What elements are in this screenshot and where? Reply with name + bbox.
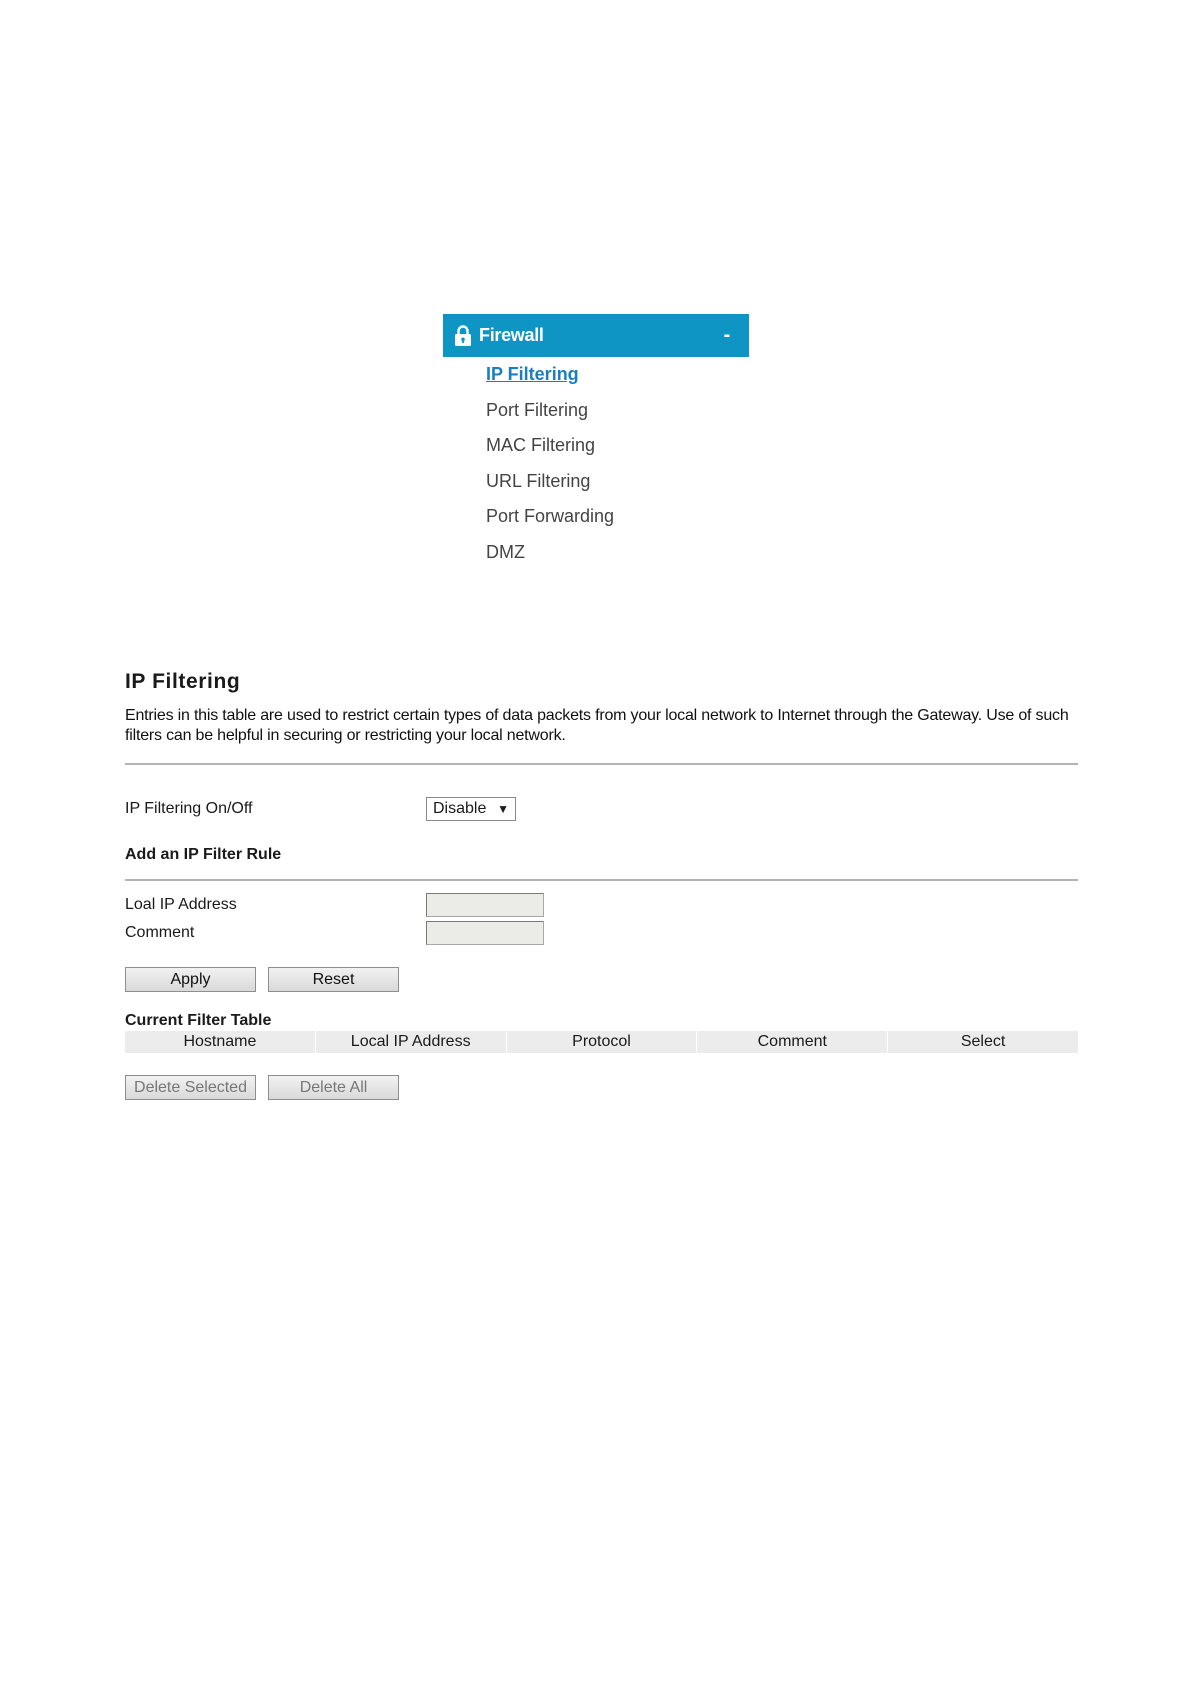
- delete-all-button[interactable]: Delete All: [268, 1075, 399, 1100]
- rule-buttons: [125, 967, 1078, 992]
- delete-selected-button[interactable]: Delete Selected: [125, 1075, 256, 1100]
- menu-item-port-forwarding[interactable]: Port Forwarding: [486, 506, 615, 526]
- menu-item-url-filtering[interactable]: URL Filtering: [486, 470, 591, 491]
- lock-icon: [454, 325, 472, 347]
- apply-button[interactable]: Apply: [125, 967, 256, 992]
- column-header-protocol: Protocol: [507, 1031, 698, 1053]
- page-description: Entries in this table are used to restrict certain types of data packets from your local network to Internet through the Gateway. Use of such filters can be helpful in securing or restricting your local network.: [125, 707, 1069, 744]
- column-header-select: Select: [960, 1033, 1006, 1050]
- local-ip-label: Loal IP Address: [125, 896, 237, 913]
- divider: [125, 763, 1078, 765]
- dropdown-arrow-icon: ▼: [497, 802, 509, 816]
- firewall-menu-title: Firewall: [479, 325, 544, 345]
- column-header-comment: Comment: [697, 1031, 888, 1053]
- menu-item-ip-filtering[interactable]: IP Filtering: [486, 364, 579, 384]
- ip-filtering-panel: [125, 668, 1078, 1100]
- menu-item-dmz[interactable]: DMZ: [486, 541, 525, 562]
- divider: [125, 879, 1078, 881]
- table-buttons: [125, 1075, 1078, 1100]
- toggle-label: IP Filtering On/Off: [125, 800, 253, 817]
- column-header-local-ip: Local IP Address: [316, 1031, 507, 1053]
- comment-row: [125, 921, 1078, 945]
- firewall-menu-items: [443, 357, 749, 570]
- reset-button[interactable]: Reset: [268, 967, 399, 992]
- toggle-selected-value: Disable: [433, 800, 487, 817]
- add-rule-title: Add an IP Filter Rule: [125, 846, 282, 863]
- column-header-hostname: Hostname: [125, 1031, 316, 1053]
- toggle-row: [125, 797, 1078, 821]
- page-title: IP Filtering: [125, 670, 241, 693]
- menu-item-port-filtering[interactable]: Port Filtering: [486, 399, 589, 420]
- local-ip-row: [125, 893, 1078, 917]
- firewall-menu: [443, 314, 749, 570]
- firewall-menu-header[interactable]: [443, 314, 749, 357]
- comment-label: Comment: [125, 924, 195, 941]
- collapse-icon[interactable]: -: [723, 324, 731, 346]
- local-ip-input[interactable]: [426, 893, 544, 917]
- menu-item-mac-filtering[interactable]: MAC Filtering: [486, 435, 596, 455]
- filter-table-title: Current Filter Table: [125, 1012, 272, 1029]
- comment-input[interactable]: [426, 921, 544, 945]
- ip-filtering-toggle-select[interactable]: [426, 797, 516, 821]
- filter-table-header: [125, 1031, 1078, 1053]
